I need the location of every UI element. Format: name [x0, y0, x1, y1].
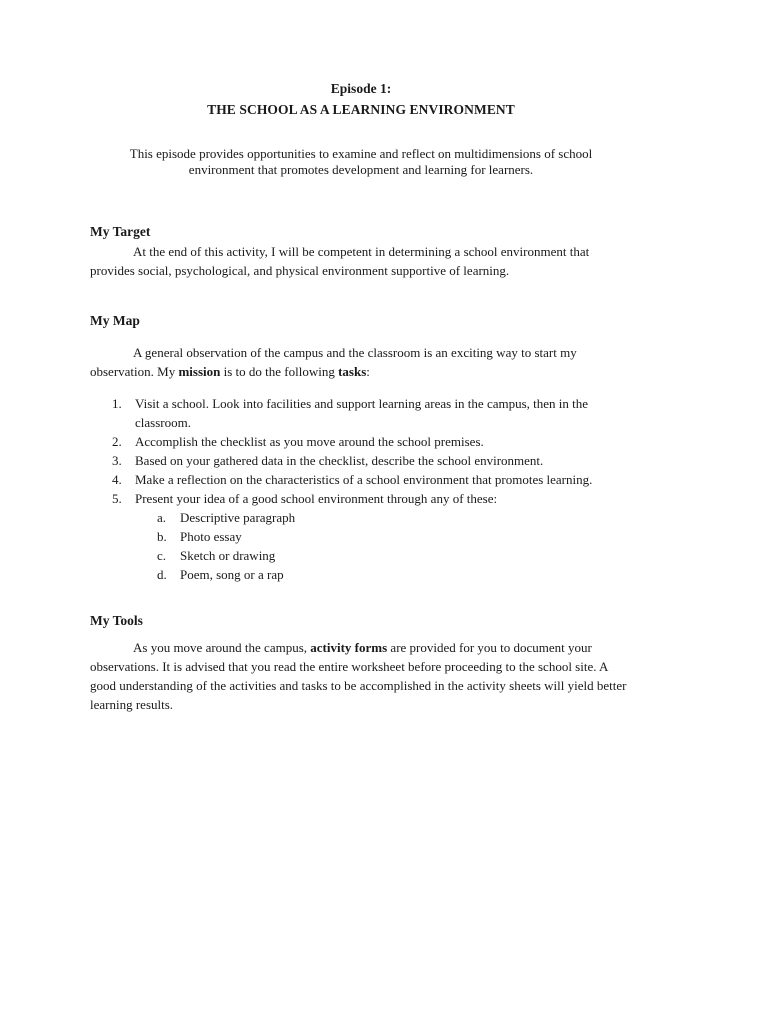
tools-paragraph [90, 638, 630, 714]
option-text: Sketch or drawing [180, 548, 276, 563]
option-item [135, 565, 635, 584]
map-text-1: A general observation of the campus and the classroom is an exciting way to start my observation. My [90, 345, 577, 379]
task-number: 2. [112, 434, 122, 449]
task-text: Present your idea of a good school environment through any of these: [135, 491, 498, 506]
episode-intro: This episode provides opportunities to examine and reflect on multidimensions of school environment that promotes development and learning for learners. [129, 146, 593, 177]
task-text: Visit a school. Look into facilities and support learning areas in the campus, then in the classroom. [135, 396, 589, 430]
episode-title: THE SCHOOL AS A LEARNING ENVIRONMENT [207, 102, 515, 117]
option-letter: d. [157, 567, 167, 582]
option-letter: a. [157, 510, 167, 525]
option-item [135, 546, 635, 565]
task-item [90, 470, 635, 489]
option-letter: b. [157, 529, 167, 544]
task-list [90, 394, 635, 584]
map-text-3: : [366, 364, 370, 379]
tools-text-2: are provided for you to document your observations. It is advised that you read the entire worksheet before proceeding to the school site. A good understanding of the activities and tasks to be accomplished in the activity sheets will yield better learning results. [90, 640, 627, 712]
task-text: Make a reflection on the characteristics of a school environment that promotes learning. [135, 472, 593, 487]
task-text: Based on your gathered data in the checklist, describe the school environment. [135, 453, 544, 468]
option-item [135, 508, 635, 527]
task-item [90, 394, 635, 432]
tools-text-1: As you move around the campus, [133, 640, 311, 655]
target-heading: My Target [90, 224, 151, 239]
option-text: Descriptive paragraph [180, 510, 296, 525]
map-mission-bold: mission [178, 364, 221, 379]
map-text-2: is to do the following [220, 364, 339, 379]
target-text: At the end of this activity, I will be competent in determining a school environment that provides social, psychological, and physical environment supportive of learning. [90, 244, 590, 278]
task-item [90, 489, 635, 584]
task-number: 3. [112, 453, 122, 468]
map-paragraph [90, 343, 630, 381]
map-heading: My Map [90, 313, 140, 328]
option-letter: c. [157, 548, 167, 563]
tools-heading: My Tools [90, 613, 143, 628]
task-number: 5. [112, 491, 122, 506]
map-tasks-bold: tasks [338, 364, 367, 379]
option-item [135, 527, 635, 546]
option-text: Poem, song or a rap [180, 567, 284, 582]
tools-forms-bold: activity forms [310, 640, 388, 655]
episode-number: Episode 1: [330, 81, 392, 96]
task-number: 4. [112, 472, 122, 487]
task-number: 1. [112, 396, 122, 411]
task-text: Accomplish the checklist as you move around the school premises. [135, 434, 484, 449]
task-item [90, 451, 635, 470]
option-text: Photo essay [180, 529, 242, 544]
option-list [135, 508, 635, 584]
task-item [90, 432, 635, 451]
target-paragraph [90, 242, 630, 280]
